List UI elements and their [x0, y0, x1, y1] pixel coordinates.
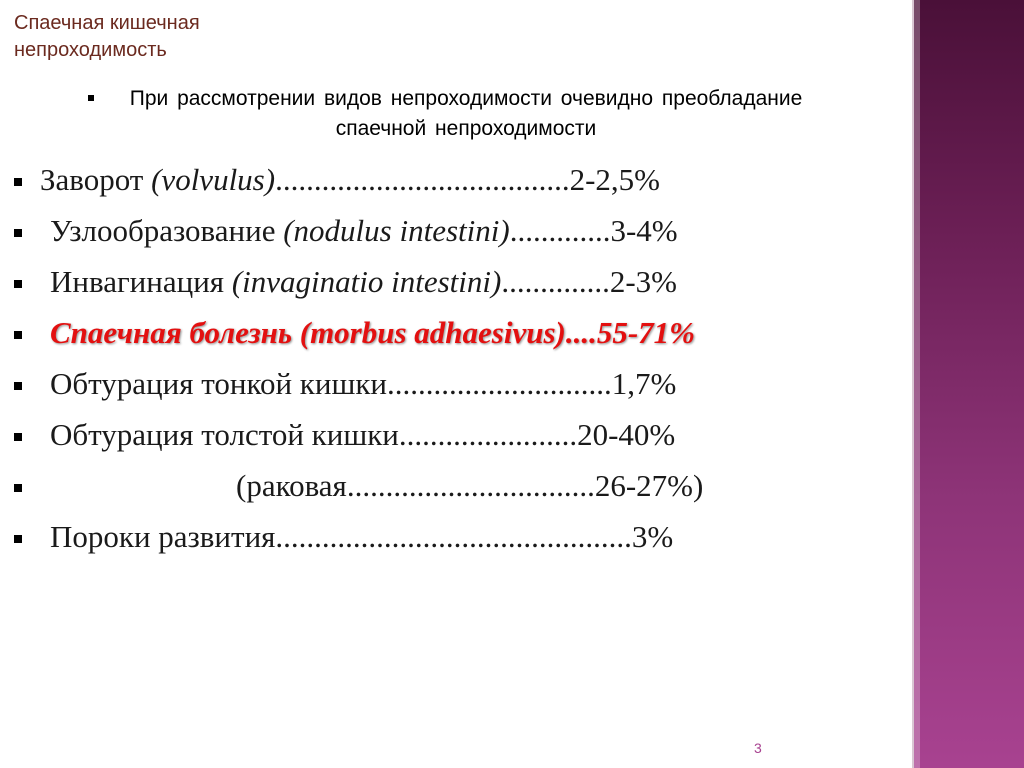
bullet-icon	[14, 331, 22, 339]
list-item-text	[40, 156, 660, 204]
bullet-icon	[14, 382, 22, 390]
item-name: Инвагинация	[50, 264, 232, 299]
item-latin: (invaginatio intestini)	[231, 264, 502, 299]
list-item-text: Пороки развития..............................................3%	[50, 519, 674, 554]
list-item	[10, 513, 890, 564]
item-latin: (volvulus)	[151, 162, 276, 197]
bullet-icon	[14, 280, 22, 288]
list-item-text: (раковая................................26-27%)	[236, 468, 704, 503]
bullet-icon	[14, 535, 22, 543]
list-item-text: Спаечная болезнь (morbus adhaesivus)....55-71%	[50, 315, 696, 350]
side-decoration-bar	[912, 0, 1024, 768]
intro-text: При рассмотрении видов непроходимости очевидно преобладание спаечной непроходимости	[129, 87, 803, 140]
list-item	[10, 411, 890, 462]
item-latin: (nodulus intestini)	[283, 213, 510, 248]
bullet-icon	[14, 178, 22, 186]
list-item	[10, 360, 890, 411]
list-item-text: Обтурация тонкой кишки.............................1,7%	[50, 366, 677, 401]
list-item-text	[50, 258, 677, 306]
bullet-icon	[88, 95, 94, 101]
list-item-text	[50, 207, 678, 255]
obstruction-types-list	[10, 156, 890, 564]
item-name: Заворот	[40, 162, 152, 197]
item-value: ......................................2-2,5%	[275, 162, 660, 197]
list-item-highlighted	[10, 309, 890, 360]
list-item-text: Обтурация толстой кишки.......................20-40%	[50, 417, 676, 452]
item-value: .............3-4%	[509, 213, 678, 248]
bullet-icon	[14, 433, 22, 441]
top-rule	[0, 0, 912, 2]
intro-bullet	[88, 84, 848, 144]
list-item	[10, 207, 890, 258]
bullet-icon	[14, 229, 22, 237]
item-value: ..............2-3%	[501, 264, 677, 299]
page-number: 3	[754, 740, 762, 756]
item-name: Узлообразование	[50, 213, 284, 248]
slide-title: Спаечная кишечная непроходимость	[14, 12, 200, 61]
bullet-icon	[14, 484, 22, 492]
list-item	[10, 462, 890, 513]
list-item	[10, 258, 890, 309]
list-item	[10, 156, 890, 207]
